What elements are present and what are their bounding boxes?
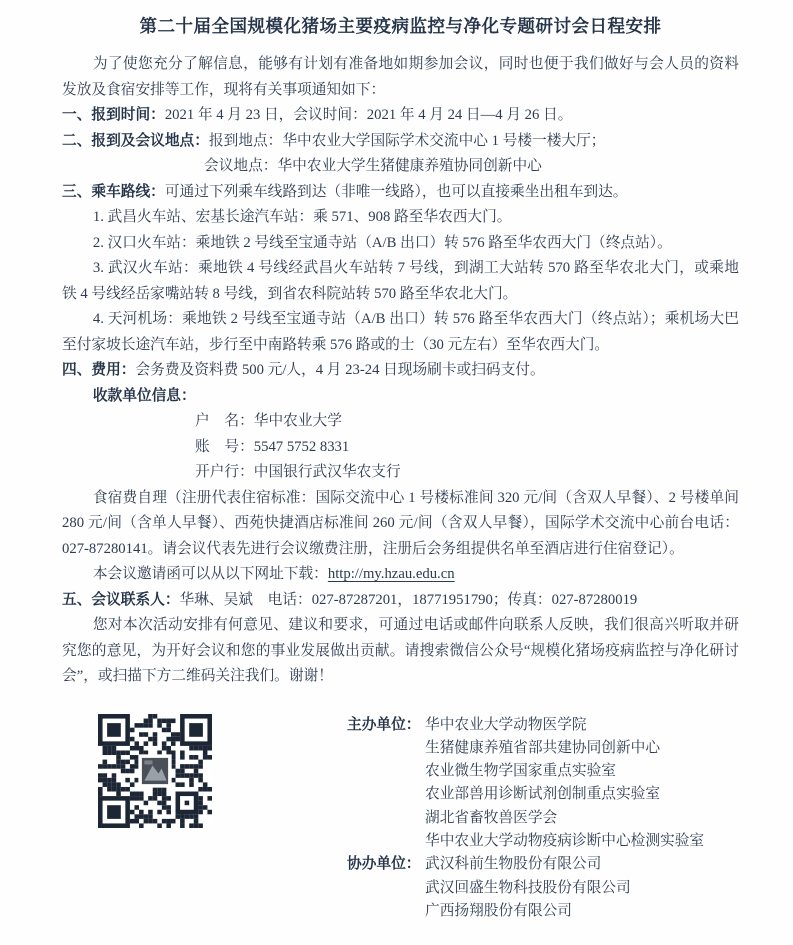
route-item: 2. 汉口火车站：乘地铁 2 号线至宝通寺站（A/B 出口）转 576 路至华农西大门（终点站）。	[92, 234, 672, 251]
cohosts-label: 协办单位：	[347, 856, 421, 873]
bank-label: 开户行：	[195, 464, 254, 480]
account-number-label: 账 号：	[195, 438, 254, 455]
contacts-label: 五、会议联系人：	[62, 591, 180, 608]
hosts-label: 主办单位：	[347, 716, 421, 733]
venue-text: 报到地点：华中农业大学国际学术交流中心 1 号楼一楼大厅；	[208, 132, 606, 149]
payee-header-label: 收款单位信息：	[92, 387, 196, 404]
section-venue	[62, 129, 739, 155]
venue-line2: 会议地点：华中农业大学生猪健康养殖协同创新中心	[204, 158, 542, 174]
account-name-label: 户 名：	[195, 413, 254, 429]
download-line	[62, 562, 739, 588]
fee-label: 四、费用：	[62, 362, 136, 378]
route-item: 4. 天河机场：乘地铁 2 号线至宝通寺站（A/B 出口）转 576 路至华农西大门（终点站）；乘机场大巴至付家坡长途汽车站，步行至中南路转乘 576 路或的士（30 元左右）至华农西大门。	[62, 311, 739, 353]
section-fee	[62, 358, 739, 384]
host-org: 华中农业大学动物医学院	[425, 716, 587, 733]
lodging-paragraph: 食宿费自理（注册代表住宿标准：国际交流中心 1 号楼标准间 320 元/间（含双人早餐）、2 号楼单间 280 元/间（含单人早餐）、西苑快捷酒店标准间 260 元/间（含双人早餐），国际学术交流中心前台电话：027-87280141。请会议代表先进行会议缴费注册，注册后会务组提供名单至酒店进行住宿登记）。	[62, 489, 739, 557]
account-name-value: 华中农业大学	[253, 413, 342, 429]
section-contacts	[62, 588, 739, 614]
host-org: 农业微生物学国家重点实验室	[425, 763, 616, 780]
route-item: 3. 武汉火车站：乘地铁 4 号线经武昌火车站转 7 号线，到湖工大站转 570 路至华农北大门，或乘地铁 4 号线经岳家嘴站转 8 号线，到省农科院站转 570 路至华农北大门。	[62, 260, 739, 302]
host-org: 华中农业大学动物疫病诊断中心检测实验室	[425, 832, 705, 849]
section-transport	[62, 180, 739, 206]
venue-label: 二、报到及会议地点：	[62, 132, 209, 149]
hosts-list	[425, 714, 739, 854]
footer-block	[62, 714, 739, 926]
cohost-org: 广西扬翔股份有限公司	[425, 902, 572, 919]
wechat-qr-code-icon	[98, 714, 212, 828]
host-org: 农业部兽用诊断试剂创制重点实验室	[425, 786, 661, 803]
bank-value: 中国银行武汉华农支行	[253, 464, 401, 480]
checkin-time-label: 一、报到时间：	[62, 107, 165, 123]
host-org: 生猪健康养殖省部共建协同创新中心	[425, 739, 661, 756]
contacts-text: 华琳、吴斌 电话：027-87287201，18771951790；传真：027-87280019	[179, 591, 638, 608]
account-number-value: 5547 5752 8331	[253, 438, 350, 455]
closing-paragraph: 您对本次活动安排有何意见、建议和要求，可通过电话或邮件向联系人反映，我们很高兴听取并研究您的意见，为开好会议和您的事业发展做出贡献。请搜索微信公众号“规模化猪场疫病监控与净化研讨会”，或扫描下方二维码关注我们。谢谢！	[62, 617, 739, 684]
account-number-row	[195, 435, 739, 461]
transport-label: 三、乘车路线：	[62, 183, 165, 200]
route-item: 1. 武昌火车站、宏基长途汽车站：乘 571、908 路至华农西大门。	[92, 209, 512, 225]
transport-text: 可通过下列乘车线路到达（非唯一线路），也可以直接乘坐出租车到达。	[164, 183, 628, 200]
organizers	[347, 714, 739, 924]
intro-paragraph: 为了使您充分了解信息，能够有计划有准备地如期参加会议，同时也便于我们做好与会人员的资料发放及食宿安排等工作，现将有关事项通知如下：	[62, 56, 739, 98]
transport-route-list	[62, 205, 739, 358]
checkin-time-text: 2021 年 4 月 23 日，会议时间：2021 年 4 月 24 日—4 月 26 日。	[164, 107, 573, 123]
page-title: 第二十届全国规模化猪场主要疫病监控与净化专题研讨会日程安排	[139, 16, 662, 36]
cohost-org: 武汉科前生物股份有限公司	[425, 856, 602, 873]
bank-row	[195, 460, 739, 486]
hosts-row	[347, 714, 739, 854]
account-name-row	[195, 409, 739, 435]
cohosts-row	[347, 853, 739, 923]
host-org: 湖北省畜牧兽医学会	[425, 809, 558, 826]
cohosts-list	[425, 853, 739, 923]
cohost-org: 武汉回盛生物科技股份有限公司	[425, 879, 631, 896]
fee-text: 会务费及资料费 500 元/人，4 月 23-24 日现场刷卡或扫码支付。	[135, 362, 545, 378]
section-checkin-time	[62, 103, 739, 129]
download-prefix: 本会议邀请函可以从以下网址下载：	[92, 566, 328, 582]
invitation-download-link[interactable]: http://my.hzau.edu.cn	[327, 566, 455, 582]
payee-header	[62, 384, 739, 410]
